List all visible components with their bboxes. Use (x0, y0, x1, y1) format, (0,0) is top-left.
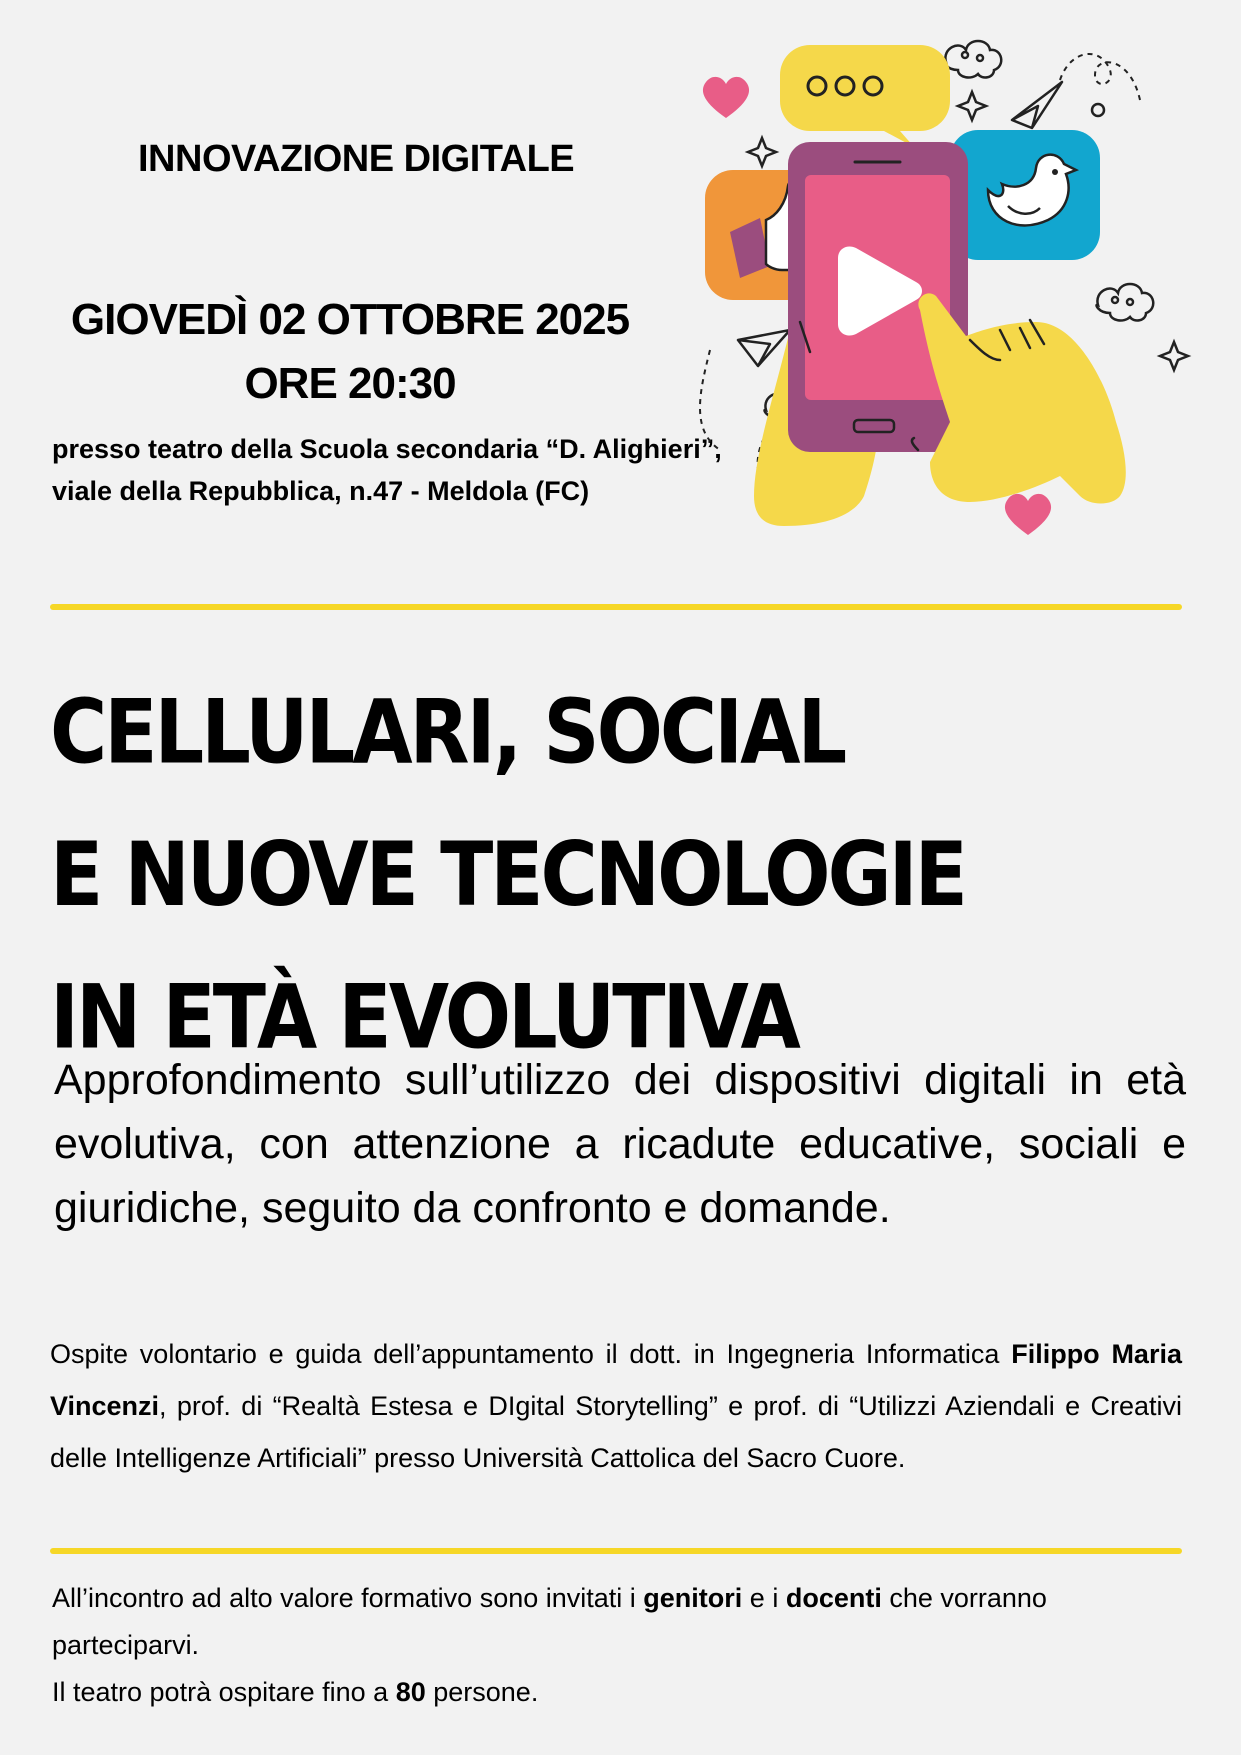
heart-icon (1005, 494, 1051, 535)
dot-icon (1092, 104, 1104, 116)
invite-teachers: docenti (785, 1583, 882, 1613)
sparkle-icon (958, 92, 986, 120)
event-date: GIOVEDÌ 02 OTTOBRE 2025 (70, 295, 630, 344)
guest-info (50, 1328, 1182, 1484)
guest-lead: Ospite volontario e guida dell’appuntamento il dott. in Ingegneria Informatica (50, 1339, 1000, 1369)
divider-yellow (50, 1548, 1182, 1554)
smartphone-icon (788, 142, 968, 452)
venue-line-2: viale della Repubblica, n.47 - Meldola (FC) (52, 476, 590, 506)
title-line-1: CELLULARI, SOCIAL (50, 682, 845, 785)
dashed-trail (700, 350, 720, 450)
dashed-trail (1060, 54, 1140, 100)
capacity-text: Il teatro potrà ospitare fino a (52, 1677, 396, 1707)
cloud-icon (1097, 284, 1154, 320)
invitation-text (52, 1575, 1192, 1716)
invite-text: e i (742, 1583, 786, 1613)
event-datetime (30, 288, 670, 416)
invite-parents: genitori (643, 1583, 743, 1613)
title-line-3: IN ETÀ EVOLUTIVA (50, 967, 798, 1069)
sparkle-icon (1160, 342, 1188, 370)
chat-bubble-icon (780, 45, 950, 147)
venue-line-1: presso teatro della Scuola secondaria “D. Alighieri”, (52, 434, 722, 464)
invite-text: All’incontro ad alto valore formativo sono invitati i (52, 1583, 644, 1613)
paper-plane-icon (1012, 82, 1062, 128)
capacity-paragraph (52, 1669, 1192, 1716)
event-category: INNOVAZIONE DIGITALE (138, 138, 575, 180)
event-time: ORE 20:30 (244, 359, 456, 408)
sparkle-icon (748, 138, 776, 166)
capacity-number: 80 (395, 1677, 426, 1707)
guest-credentials: , prof. di “Realtà Estesa e DIgital Storytelling” e prof. di “Utilizzi Aziendali e Creativi delle Intelligenze Artificiali” presso Università Cattolica del Sacro Cuore. (50, 1391, 1182, 1473)
paper-plane-icon (738, 330, 790, 366)
divider-yellow (50, 604, 1182, 610)
cloud-icon (945, 41, 1002, 77)
invitation-paragraph (52, 1575, 1192, 1669)
event-title (50, 662, 965, 1089)
capacity-text: persone. (425, 1677, 539, 1707)
event-venue (52, 428, 722, 512)
guest-name: Filippo Maria Vincenzi (50, 1339, 1182, 1421)
event-description: Approfondimento sull’utilizzo dei dispositivi digitali in età evolutiva, con attenzione a ricadute educative, sociali e giuridiche, seguito da confronto e domande. (54, 1056, 1186, 1232)
title-line-2: E NUOVE TECNOLOGIE (50, 824, 965, 927)
invite-text: che vorranno parteciparvi. (52, 1583, 1047, 1660)
social-media-illustration (690, 10, 1230, 560)
heart-icon (703, 77, 749, 118)
